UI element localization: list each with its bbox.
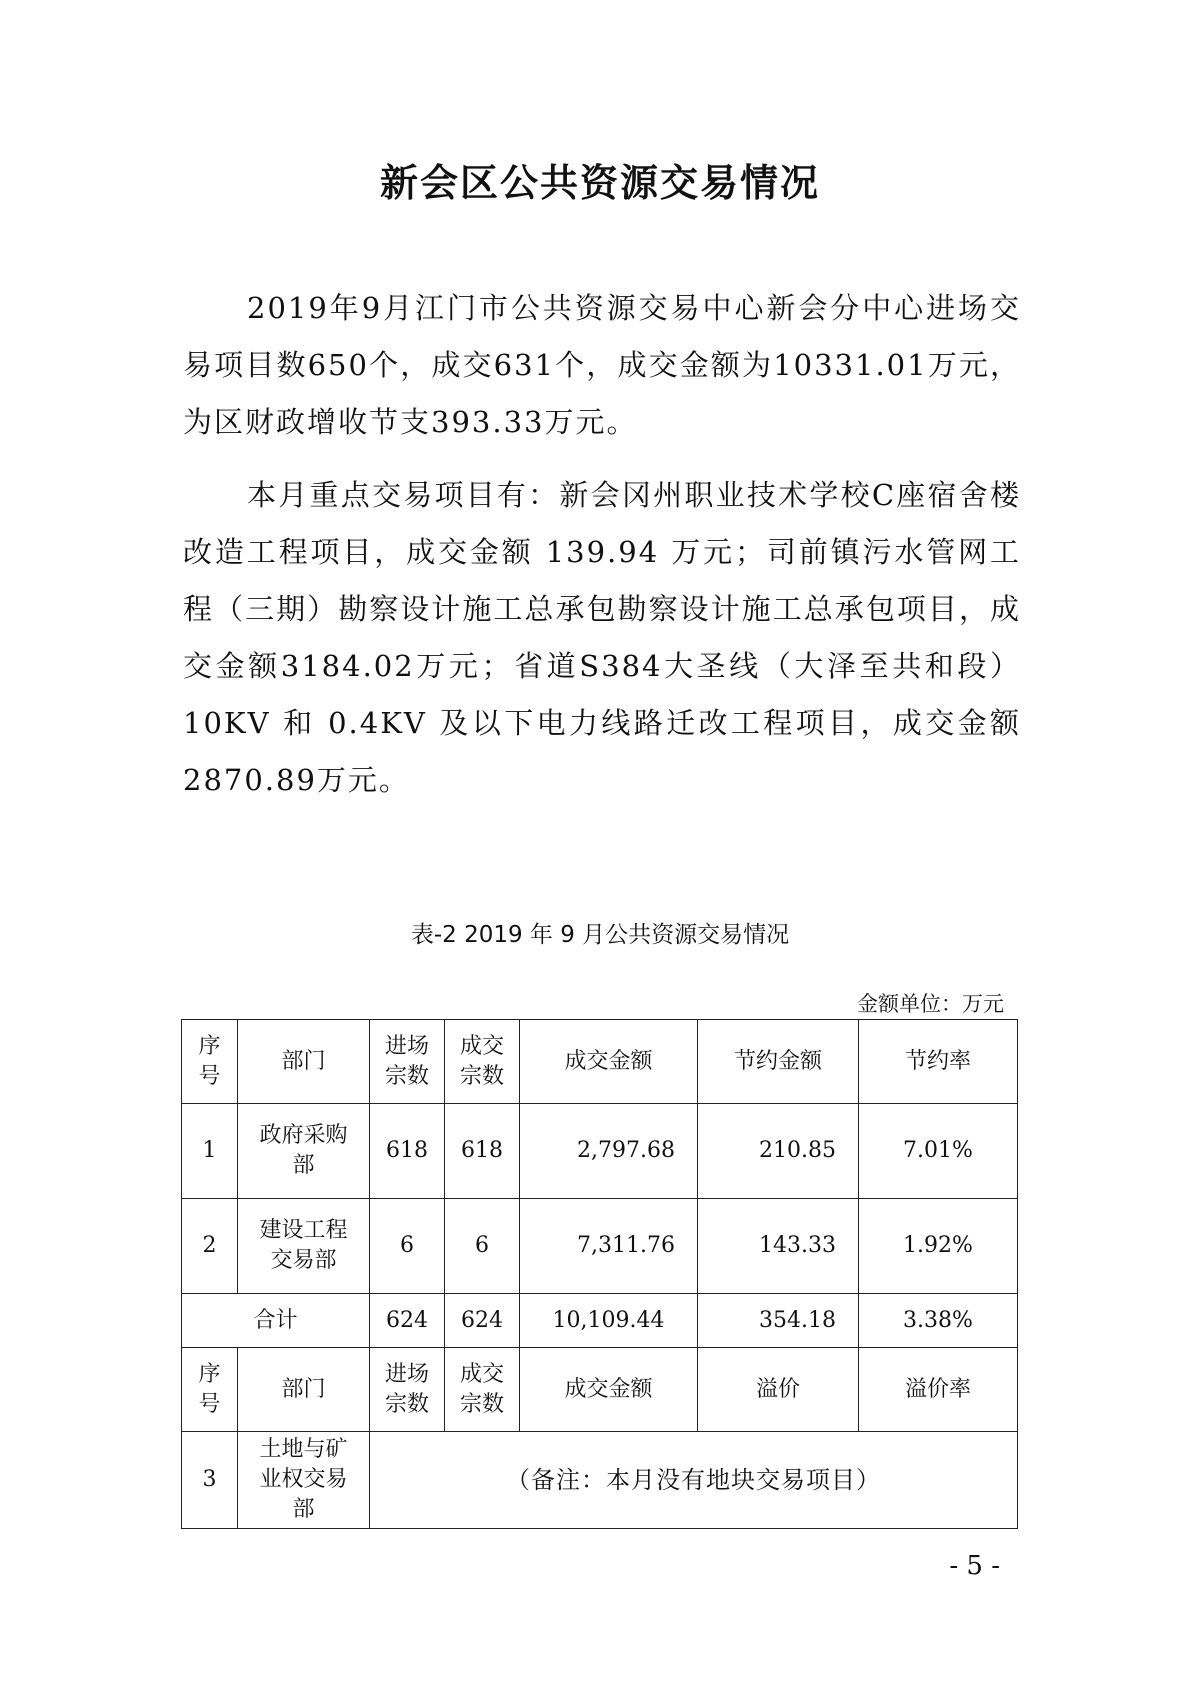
cell-amount: 7,311.76 [520,1199,698,1294]
page-number: - 5 - [949,1551,1000,1581]
cell-saving-rate: 7.01% [859,1104,1018,1199]
cell-closed: 618 [445,1104,520,1199]
paragraph-summary: 2019年9月江门市公共资源交易中心新会分中心进场交易项目数650个，成交631个，成交金额为10331.01万元，为区财政增收节支393.33万元。 [183,291,1021,439]
cell-amount: 2,797.68 [520,1104,698,1199]
cell-index: 1 [182,1104,238,1199]
cell-note: （备注：本月没有地块交易项目） [370,1432,1018,1529]
cell-dept: 政府采购部 [238,1104,370,1199]
table-header-row-2 [182,1348,1018,1432]
cell-closed: 6 [445,1199,520,1294]
amount-unit: 金额单位：万元 [857,992,1004,1016]
header-cell: 序号 [182,1348,238,1432]
transaction-table [181,1019,1018,1529]
header-cell: 节约率 [859,1020,1018,1104]
header-cell: 部门 [238,1348,370,1432]
table-row [182,1432,1018,1529]
header-cell: 进场宗数 [370,1020,445,1104]
header-cell: 成交宗数 [445,1348,520,1432]
cell-entered: 6 [370,1199,445,1294]
cell-index: 3 [182,1432,238,1529]
cell-total-entered: 624 [370,1294,445,1348]
cell-index: 2 [182,1199,238,1294]
cell-dept: 土地与矿业权交易部 [238,1432,370,1529]
table-total-row [182,1294,1018,1348]
page-title: 新会区公共资源交易情况 [379,161,820,205]
cell-total-amount: 10,109.44 [520,1294,698,1348]
cell-total-saving: 354.18 [698,1294,859,1348]
cell-total-closed: 624 [445,1294,520,1348]
paragraph-key-projects: 本月重点交易项目有：新会冈州职业技术学校C座宿舍楼改造工程项目，成交金额 139.94 万元；司前镇污水管网工程（三期）勘察设计施工总承包勘察设计施工总承包项目，成交金额3184.02万元；省道S384大圣线（大泽至共和段）10KV 和 0.4KV 及以下电力线路迁改工程项目，成交金额2870.89万元。 [183,478,1021,797]
header-cell: 进场宗数 [370,1348,445,1432]
header-cell: 溢价率 [859,1348,1018,1432]
cell-dept: 建设工程交易部 [238,1199,370,1294]
cell-total-label: 合计 [182,1294,370,1348]
cell-saving-rate: 1.92% [859,1199,1018,1294]
table-row [182,1199,1018,1294]
cell-saving: 143.33 [698,1199,859,1294]
cell-saving: 210.85 [698,1104,859,1199]
cell-total-saving-rate: 3.38% [859,1294,1018,1348]
header-cell: 成交金额 [520,1348,698,1432]
cell-entered: 618 [370,1104,445,1199]
header-cell: 成交金额 [520,1020,698,1104]
table-row [182,1104,1018,1199]
table-header-row [182,1020,1018,1104]
header-cell: 节约金额 [698,1020,859,1104]
table-caption: 表-2 2019 年 9 月公共资源交易情况 [410,922,790,948]
header-cell: 溢价 [698,1348,859,1432]
header-cell: 成交宗数 [445,1020,520,1104]
header-cell: 序号 [182,1020,238,1104]
header-cell: 部门 [238,1020,370,1104]
